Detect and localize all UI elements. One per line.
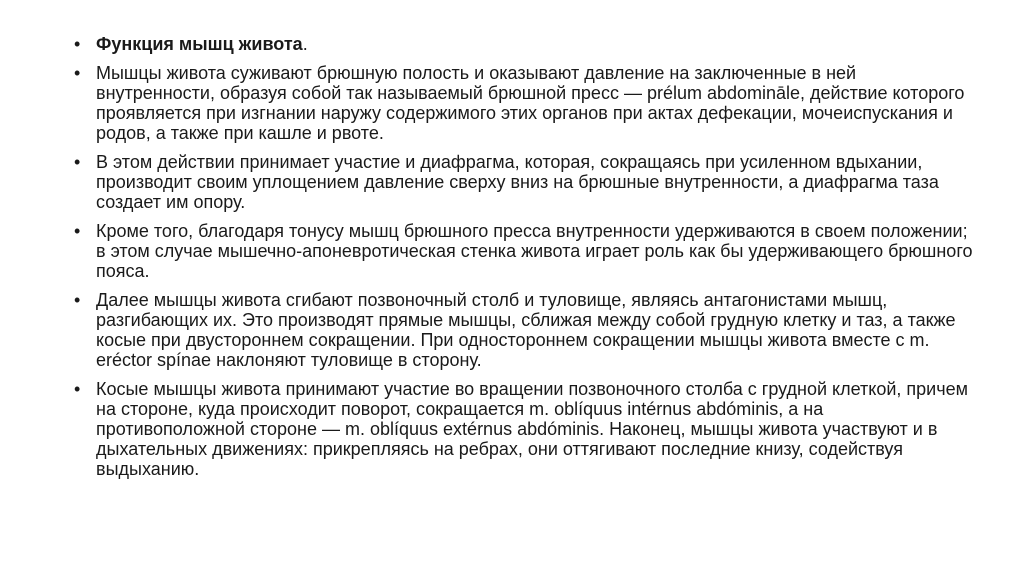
paragraph-text: В этом действии принимает участие и диафрагма, которая, сокращаясь при усиленном вдыхании, производит своим уплощением давление сверху вниз на брюшные внутренности, а диафрагма таза создает им опору. bbox=[96, 152, 939, 212]
bullet-dot-icon: • bbox=[74, 63, 81, 83]
bullet-paragraph-2 bbox=[74, 152, 974, 212]
bullet-paragraph-4 bbox=[74, 290, 974, 370]
bullet-dot-icon: • bbox=[74, 34, 81, 54]
heading-text: Функция мышц живота bbox=[96, 34, 303, 54]
paragraph-text: Косые мышцы живота принимают участие во вращении позвоночного столба с грудной клеткой, причем на стороне, куда происходит поворот, сокращается m. oblíquus intérnus abdóminis, а на противоположной стороне — m. oblíquus extérnus abdóminis. Наконец, мышцы живота участвуют и в дыхательных движениях: прикрепляясь на ребрах, они оттягивают последние книзу, содействуя выдыханию. bbox=[96, 379, 968, 479]
bullet-heading bbox=[74, 34, 974, 54]
heading-trail: . bbox=[302, 34, 308, 54]
bullet-dot-icon: • bbox=[74, 152, 81, 172]
bullet-dot-icon: • bbox=[74, 290, 81, 310]
bullet-dot-icon: • bbox=[74, 379, 81, 399]
paragraph-text: Кроме того, благодаря тонусу мышц брюшного пресса внутренности удерживаются в своем положении; в этом случае мышечно-апоневротическая стенка живота играет роль как бы удерживающего брюшного пояса. bbox=[96, 221, 973, 281]
paragraph-text: Мышцы живота суживают брюшную полость и оказывают давление на заключенные в ней внутренности, образуя собой так называемый брюшной пресс — prélum abdomināle, действие которого проявляется при изгнании наружу содержимого этих органов при актах дефекации, мочеиспускания и родов, а также при кашле и рвоте. bbox=[96, 63, 965, 143]
slide-content bbox=[74, 34, 974, 488]
bullet-paragraph-5 bbox=[74, 379, 974, 479]
bullet-paragraph-3 bbox=[74, 221, 974, 281]
bullet-paragraph-1 bbox=[74, 63, 974, 143]
paragraph-text: Далее мышцы живота сгибают позвоночный столб и туловище, являясь антагонистами мышц, разгибающих их. Это производят прямые мышцы, сближая между собой грудную клетку и таз, а также косые при двустороннем сокращении. При одностороннем сокращении мышцы живота вместе с m. eréctor spínae наклоняют туловище в сторону. bbox=[96, 290, 956, 370]
bullet-list bbox=[74, 34, 974, 479]
bullet-dot-icon: • bbox=[74, 221, 81, 241]
